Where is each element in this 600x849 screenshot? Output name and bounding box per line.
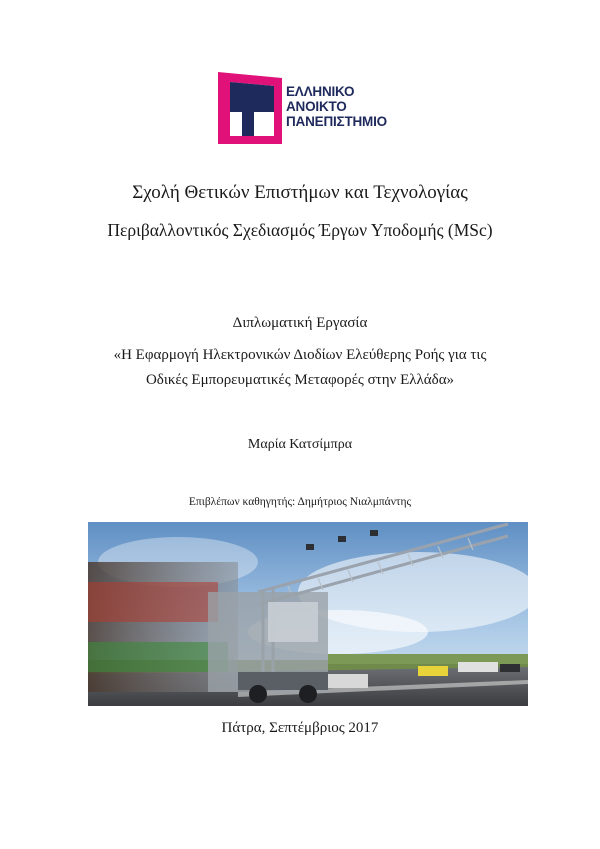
logo-line-2: ΑΝΟΙΚΤΟ [286, 99, 347, 114]
logo-line-3: ΠΑΝΕΠΙΣΤΗΜΙΟ [286, 114, 387, 129]
cover-photo-toll-gantry [88, 522, 528, 706]
logo-wordmark [286, 84, 387, 129]
logo-mark-icon [218, 72, 286, 144]
place-and-date: Πάτρα, Σεπτέμβριος 2017 [221, 720, 379, 736]
supervisor-line: Επιβλέπων καθηγητής: Δημήτριος Νιαλμπάντης [188, 496, 412, 508]
thesis-title-line-2: Οδικές Εμπορευματικές Μεταφορές στην Ελλάδα» [145, 372, 455, 388]
logo-line-1: ΕΛΛΗΝΙΚΟ [286, 84, 355, 99]
school-name: Σχολή Θετικών Επιστήμων και Τεχνολογίας [132, 182, 468, 203]
author-name: Μαρία Κατσίμπρα [247, 437, 353, 452]
document-type: Διπλωματική Εργασία [232, 315, 368, 331]
thesis-title-line-1: «Η Εφαρμογή Ηλεκτρονικών Διοδίων Ελεύθερης Ροής για τις [113, 347, 487, 363]
program-name: Περιβαλλοντικός Σχεδιασμός Έργων Υποδομής (MSc) [107, 220, 493, 240]
university-logo [218, 72, 408, 144]
